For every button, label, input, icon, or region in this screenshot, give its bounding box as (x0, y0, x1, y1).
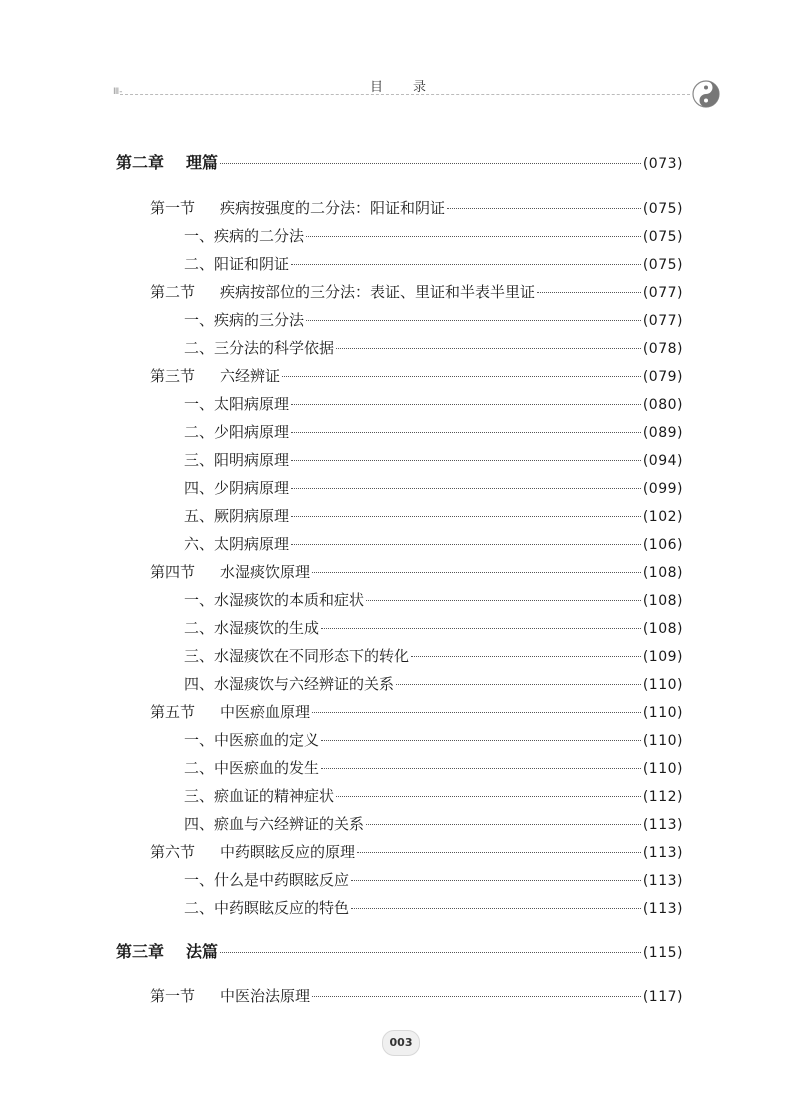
toc-entry-label (184, 755, 319, 781)
toc-entry-label (150, 559, 310, 585)
toc-entry-title: 中医治法原理 (220, 987, 311, 1005)
toc-item-row[interactable] (184, 615, 683, 641)
toc-chapter-row[interactable] (116, 150, 683, 176)
toc-entry-title: 一、中医瘀血的定义 (184, 731, 320, 749)
toc-entry-title: 一、水湿痰饮的本质和症状 (184, 591, 365, 609)
dot-leader (447, 208, 641, 209)
toc-entry-label (184, 251, 289, 277)
toc-entry-label (150, 279, 535, 305)
toc-entry-page: (113) (642, 817, 683, 833)
toc-entry-label (184, 615, 319, 641)
toc-item-row[interactable] (184, 223, 683, 249)
toc-entry-title: 一、疾病的三分法 (184, 311, 305, 329)
toc-section-row[interactable] (150, 839, 683, 865)
toc-entry-page: (094) (642, 453, 683, 469)
toc-entry-page: (108) (642, 593, 683, 609)
toc-entry-title: 三、阳明病原理 (184, 451, 290, 469)
toc-entry-page: (110) (642, 705, 683, 721)
toc-item-row[interactable] (184, 307, 683, 333)
toc-entry-number: 第二章 (116, 153, 165, 172)
toc-entry-number: 第一节 (150, 987, 196, 1005)
dot-leader (336, 348, 641, 349)
toc-entry-page: (075) (642, 229, 683, 245)
toc-entry-page: (115) (642, 945, 683, 961)
toc-entry-page: (112) (642, 789, 683, 805)
dot-leader (537, 292, 641, 293)
toc-entry-title: 四、少阴病原理 (184, 479, 290, 497)
toc-entry-label (184, 223, 304, 249)
toc-entry-label (184, 531, 289, 557)
toc-entry-page: (073) (642, 156, 683, 172)
toc-entry-label (116, 939, 218, 965)
toc-entry-page: (080) (642, 397, 683, 413)
toc-item-row[interactable] (184, 419, 683, 445)
toc-entry-number: 第五节 (150, 703, 196, 721)
toc-entry-label (150, 839, 355, 865)
toc-entry-title: 理篇 (186, 153, 219, 172)
dot-leader (312, 572, 641, 573)
page-number: 003 (382, 1030, 420, 1056)
dot-leader (351, 908, 641, 909)
header-title: 目录 (370, 80, 457, 95)
toc-item-row[interactable] (184, 475, 683, 501)
toc-entry-page: (117) (642, 989, 683, 1005)
toc-entry-label (184, 391, 289, 417)
toc-entry-title: 疾病按部位的三分法：表证、里证和半表半里证 (220, 283, 536, 301)
toc-entry-page: (102) (642, 509, 683, 525)
toc-entry-title: 二、中医瘀血的发生 (184, 759, 320, 777)
dot-leader (357, 852, 641, 853)
dot-leader (291, 460, 641, 461)
dot-leader (291, 516, 641, 517)
dot-leader (306, 236, 641, 237)
toc-item-row[interactable] (184, 503, 683, 529)
toc-entry-title: 六、太阴病原理 (184, 535, 290, 553)
toc-entry-label (184, 475, 289, 501)
dot-leader (220, 952, 641, 953)
toc-entry-label (184, 811, 364, 837)
toc-entry-title: 四、水湿痰饮与六经辨证的关系 (184, 675, 395, 693)
toc-entry-label (184, 643, 409, 669)
toc-entry-label (184, 503, 289, 529)
toc-entry-number: 第六节 (150, 843, 196, 861)
toc-entry-page: (078) (642, 341, 683, 357)
toc-entry-page: (110) (642, 761, 683, 777)
dot-leader (321, 740, 641, 741)
toc-entry-number: 第一节 (150, 199, 196, 217)
dot-leader (282, 376, 641, 377)
toc-entry-page: (113) (642, 845, 683, 861)
dot-leader (291, 264, 641, 265)
dot-leader (321, 628, 641, 629)
toc-entry-page: (113) (642, 901, 683, 917)
toc-entry-label (116, 150, 218, 176)
toc-entry-page: (113) (642, 873, 683, 889)
dot-leader (396, 684, 641, 685)
toc-entry-page: (089) (642, 425, 683, 441)
dot-leader (366, 600, 641, 601)
toc-item-row[interactable] (184, 783, 683, 809)
toc-entry-page: (079) (642, 369, 683, 385)
toc-item-row[interactable] (184, 251, 683, 277)
page-header (0, 0, 800, 120)
toc-entry-label (150, 195, 445, 221)
toc-entry-page: (099) (642, 481, 683, 497)
toc-entry-page: (110) (642, 733, 683, 749)
toc-item-row[interactable] (184, 447, 683, 473)
toc-entry-number: 第四节 (150, 563, 196, 581)
toc-section-row[interactable] (150, 279, 683, 305)
toc-entry-title: 中医瘀血原理 (220, 703, 311, 721)
toc-section-row[interactable] (150, 195, 683, 221)
toc-entry-number: 第三节 (150, 367, 196, 385)
dot-leader (366, 824, 641, 825)
dot-leader (220, 163, 641, 164)
toc-entry-label (184, 307, 304, 333)
toc-entry-title: 中药瞑眩反应的原理 (220, 843, 356, 861)
dot-leader (411, 656, 641, 657)
toc-entry-label (184, 671, 394, 697)
toc-entry-title: 一、疾病的二分法 (184, 227, 305, 245)
toc-entry-title: 三、瘀血证的精神症状 (184, 787, 335, 805)
toc-entry-number: 第三章 (116, 942, 165, 961)
toc-entry-title: 六经辨证 (220, 367, 281, 385)
toc-entry-label (184, 867, 349, 893)
toc-entry-label (184, 727, 319, 753)
toc-entry-label (184, 895, 349, 921)
toc-entry-label (184, 447, 289, 473)
toc-entry-title: 二、中药瞑眩反应的特色 (184, 899, 350, 917)
toc-entry-label (150, 699, 310, 725)
toc-entry-page: (108) (642, 621, 683, 637)
toc-entry-title: 法篇 (186, 942, 219, 961)
toc-entry-label (150, 983, 310, 1009)
toc-item-row[interactable] (184, 671, 683, 697)
toc-entry-title: 二、阳证和阴证 (184, 255, 290, 273)
toc-chapter-row[interactable] (116, 939, 683, 965)
toc-item-row[interactable] (184, 531, 683, 557)
dot-leader (291, 432, 641, 433)
dot-leader (336, 796, 641, 797)
dot-leader (291, 488, 641, 489)
toc-section-row[interactable] (150, 363, 683, 389)
dot-leader (291, 544, 641, 545)
toc-entry-page: (109) (642, 649, 683, 665)
toc-entry-label (184, 419, 289, 445)
toc-entry-page: (108) (642, 565, 683, 581)
toc-entry-title: 二、三分法的科学依据 (184, 339, 335, 357)
toc-entry-page: (110) (642, 677, 683, 693)
toc-item-row[interactable] (184, 811, 683, 837)
toc-item-row[interactable] (184, 391, 683, 417)
toc-entry-title: 五、厥阴病原理 (184, 507, 290, 525)
toc-item-row[interactable] (184, 867, 683, 893)
toc-entry-title: 四、瘀血与六经辨证的关系 (184, 815, 365, 833)
toc-section-row[interactable] (150, 983, 683, 1009)
toc-item-row[interactable] (184, 335, 683, 361)
toc-item-row[interactable] (184, 643, 683, 669)
dot-leader (312, 996, 641, 997)
toc-entry-title: 一、太阳病原理 (184, 395, 290, 413)
toc-entry-page: (075) (642, 201, 683, 217)
toc-entry-title: 二、水湿痰饮的生成 (184, 619, 320, 637)
toc-entry-title: 一、什么是中药瞑眩反应 (184, 871, 350, 889)
toc-entry-label (150, 363, 280, 389)
toc-entry-label (184, 335, 334, 361)
toc-entry-page: (106) (642, 537, 683, 553)
dot-leader (306, 320, 641, 321)
yinyang-icon (692, 80, 720, 108)
toc-entry-page: (077) (642, 285, 683, 301)
toc-entry-label (184, 783, 334, 809)
toc-item-row[interactable] (184, 755, 683, 781)
toc-entry-title: 三、水湿痰饮在不同形态下的转化 (184, 647, 410, 665)
toc-entry-title: 二、少阳病原理 (184, 423, 290, 441)
toc-entry-label (184, 587, 364, 613)
toc-item-row[interactable] (184, 895, 683, 921)
header-mark: Ⅲ- (113, 87, 123, 97)
dot-leader (351, 880, 641, 881)
toc-item-row[interactable] (184, 727, 683, 753)
toc-section-row[interactable] (150, 559, 683, 585)
toc-entry-number: 第二节 (150, 283, 196, 301)
toc-section-row[interactable] (150, 699, 683, 725)
toc-entry-page: (077) (642, 313, 683, 329)
dot-leader (312, 712, 641, 713)
toc-entry-page: (075) (642, 257, 683, 273)
dot-leader (321, 768, 641, 769)
toc-entry-title: 水湿痰饮原理 (220, 563, 311, 581)
toc-item-row[interactable] (184, 587, 683, 613)
dot-leader (291, 404, 641, 405)
toc-entry-title: 疾病按强度的二分法：阳证和阴证 (220, 199, 446, 217)
